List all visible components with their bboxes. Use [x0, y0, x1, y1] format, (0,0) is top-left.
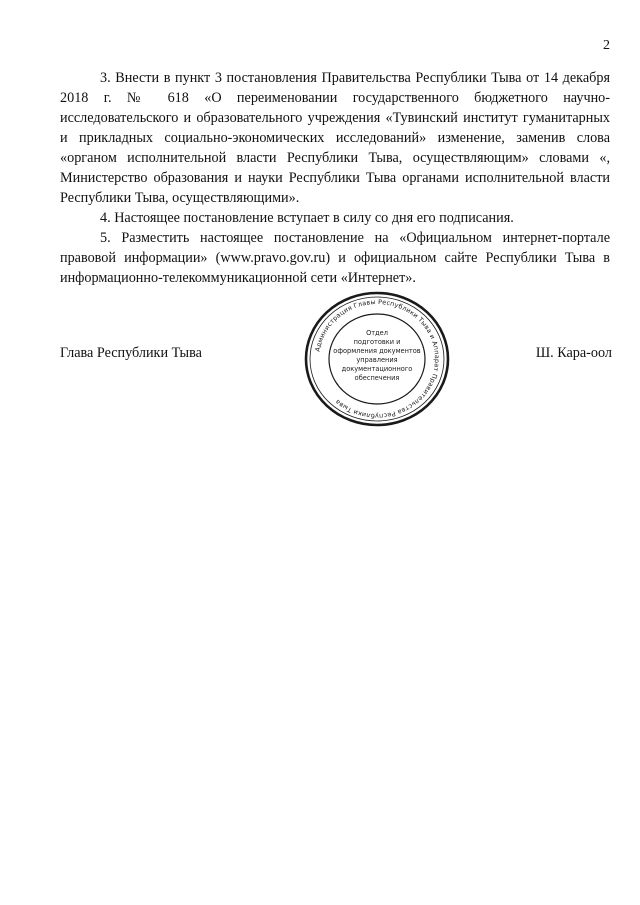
- paragraph-5: 5. Разместить настоящее постановление на «Официальном интернет-портале правовой информации» (www.pravo.gov.ru) и официальном сайте Республики Тыва в информационно-телекоммуникационной сети «Интернет».: [60, 230, 610, 286]
- signatory-name: Ш. Кара-оол: [535, 345, 612, 361]
- stamp-line-3: оформления документов: [333, 347, 421, 355]
- stamp-line-4: управления: [356, 356, 398, 364]
- document-body: [60, 68, 610, 288]
- signatory-title: Глава Республики Тыва: [60, 345, 202, 361]
- stamp-line-1: Отдел: [366, 329, 388, 337]
- stamp-line-2: подготовки и: [353, 338, 401, 346]
- signature-block: [60, 345, 612, 365]
- stamp-ring-text: Администрация Главы Республики Тыва и Аппарат Правительства Республики Тыва: [313, 297, 442, 421]
- page-number: 2: [603, 38, 610, 53]
- stamp-line-6: обеспечения: [354, 374, 400, 382]
- stamp-line-5: документационного: [341, 365, 413, 373]
- paragraph-3: 3. Внести в пункт 3 постановления Правительства Республики Тыва от 14 декабря 2018 г. № 618 «О переименовании государственного бюджетного научно-исследовательского и образовательного учреждения «Тувинский институт гуманитарных и прикладных социально-экономических исследований» изменение, заменив слова «органом исполнительной власти Республики Тыва, осуществляющим» словами «, Министерство образования и науки Республики Тыва органами исполнительной власти Республики Тыва, осуществляющими».: [60, 70, 610, 206]
- paragraph-4: 4. Настоящее постановление вступает в силу со дня его подписания.: [100, 210, 514, 226]
